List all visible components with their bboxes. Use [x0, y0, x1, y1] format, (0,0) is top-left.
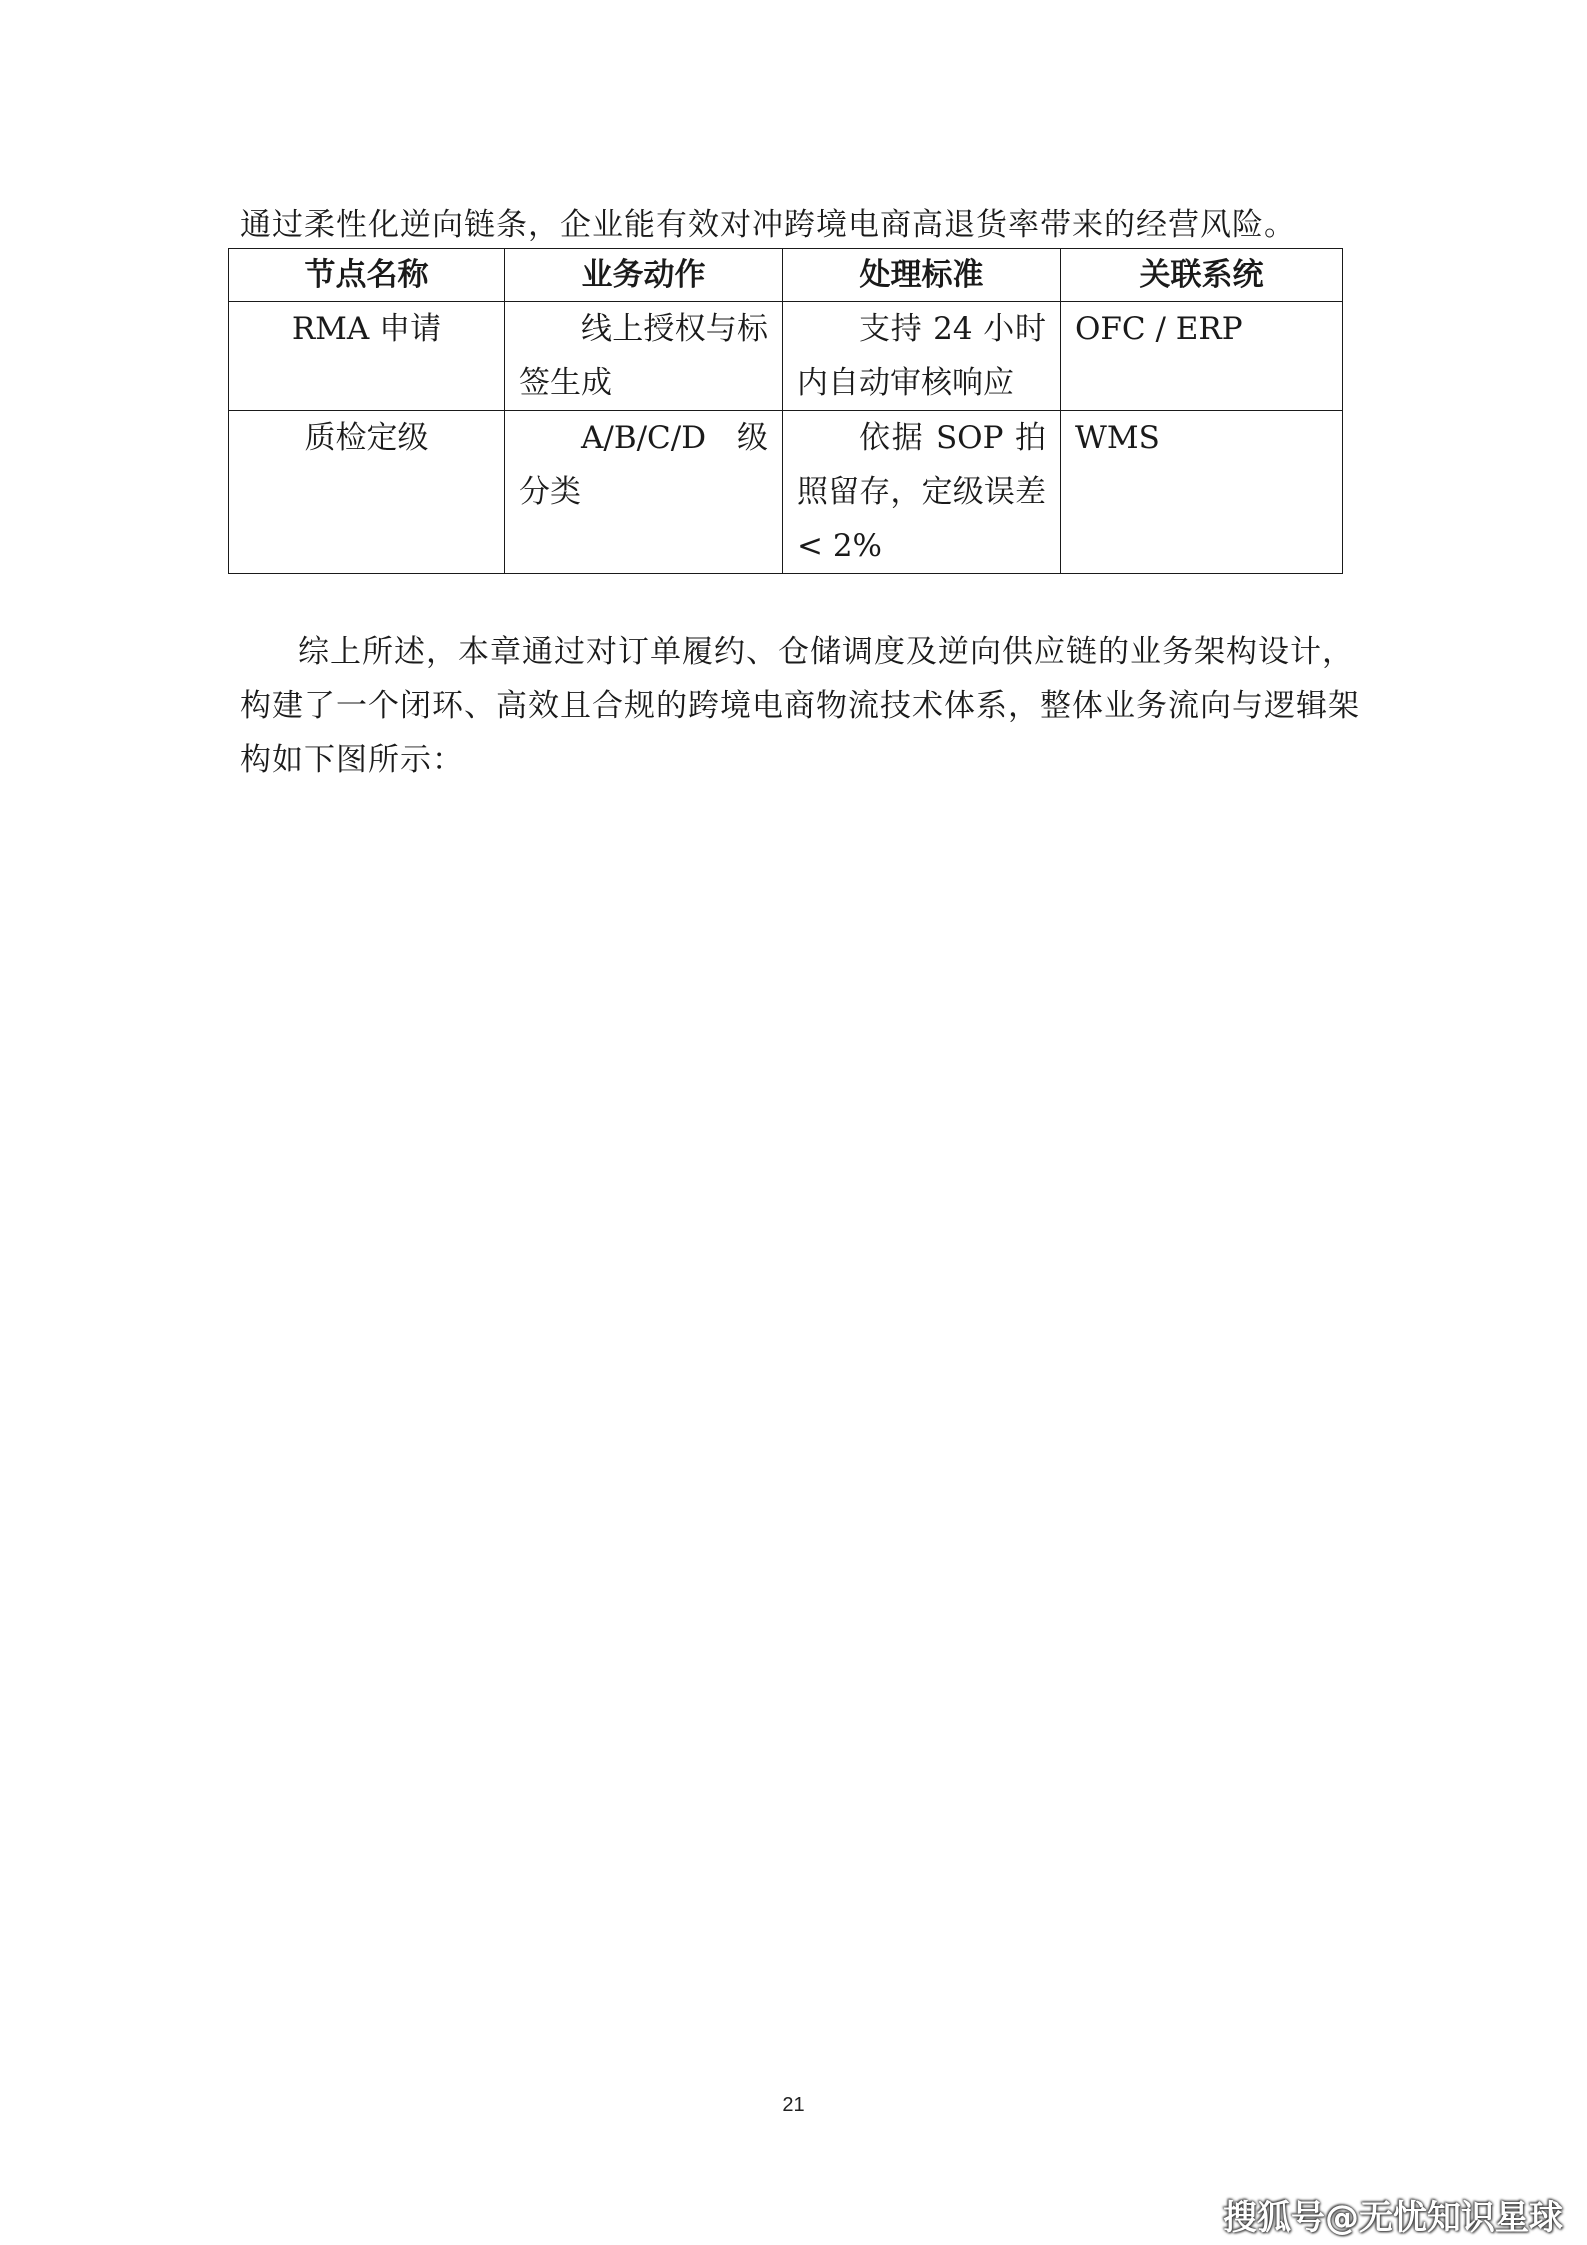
table-cell-processing-standard: 依据 SOP 拍照留存，定级误差 < 2%: [783, 411, 1061, 574]
summary-paragraph-line: 构如下图所示：: [240, 742, 464, 778]
table-header-related-system: 关联系统: [1061, 249, 1343, 302]
table-cell-processing-standard: 支持 24 小时内自动审核响应: [783, 302, 1061, 411]
table-cell-node-name: RMA 申请: [229, 302, 505, 411]
summary-paragraph-line: 构建了一个闭环、高效且合规的跨境电商物流技术体系，整体业务流向与逻辑架: [240, 688, 1360, 724]
table-cell-related-system: WMS: [1061, 411, 1343, 574]
table-header-row: [229, 249, 1343, 302]
table-row: [229, 411, 1343, 574]
summary-paragraph-line: 综上所述，本章通过对订单履约、仓储调度及逆向供应链的业务架构设计，: [298, 634, 1354, 670]
table-cell-business-action: A/B/C/D 级分类: [505, 411, 783, 574]
intro-paragraph-line: 通过柔性化逆向链条，企业能有效对冲跨境电商高退货率带来的经营风险。: [240, 207, 1296, 243]
process-node-table: [228, 248, 1343, 574]
table-header-business-action: 业务动作: [505, 249, 783, 302]
table-header-node-name: 节点名称: [229, 249, 505, 302]
table-cell-node-name: 质检定级: [229, 411, 505, 574]
page-number: 21: [782, 2094, 805, 2116]
table-cell-business-action: 线上授权与标签生成: [505, 302, 783, 411]
table-header-processing-standard: 处理标准: [783, 249, 1061, 302]
watermark: 搜狐号@无忧知识星球: [1223, 2198, 1563, 2238]
table-cell-related-system: OFC / ERP: [1061, 302, 1343, 411]
table-row: [229, 302, 1343, 411]
